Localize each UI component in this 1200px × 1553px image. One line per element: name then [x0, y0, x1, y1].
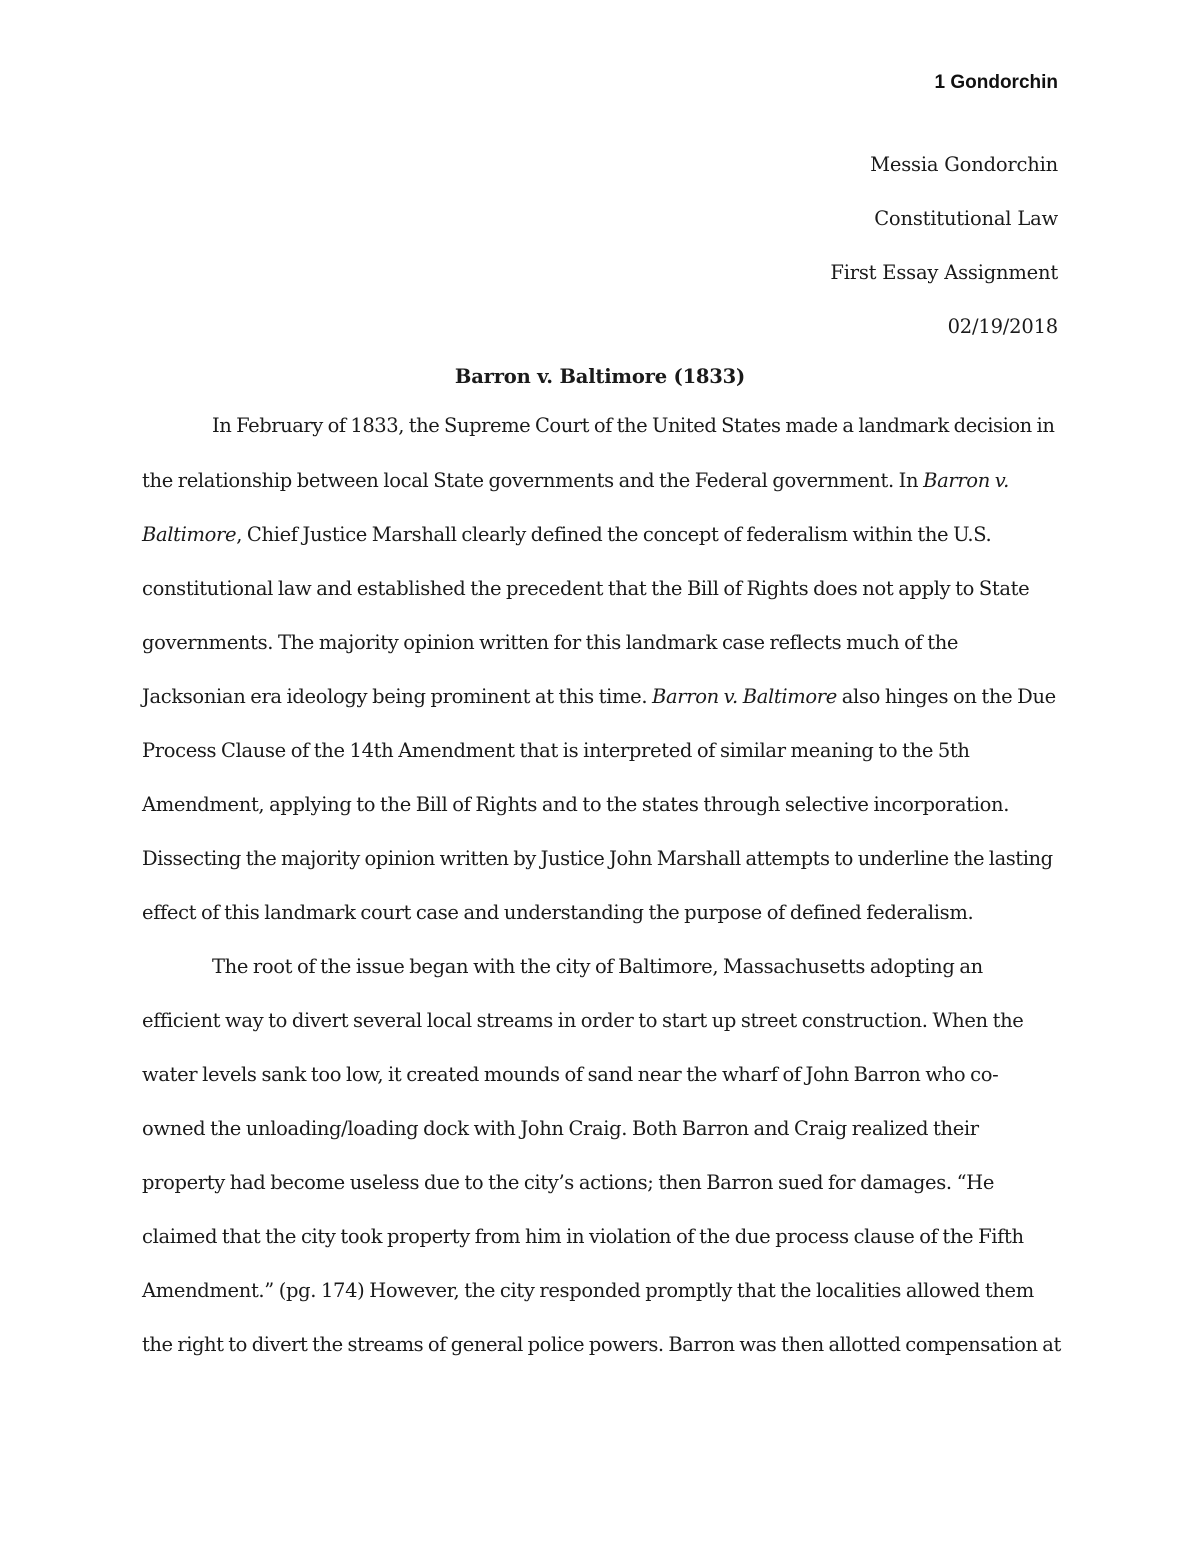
body-line — [142, 454, 1060, 508]
case-name-italic: Barron v. Baltimore — [652, 685, 837, 708]
body-line: the right to divert the streams of general police powers. Barron was then allotted compensation at — [142, 1333, 1061, 1356]
body-line: water levels sank too low, it created mounds of sand near the wharf of John Barron who co- — [142, 1063, 999, 1086]
text-segment: also hinges on the Due — [836, 685, 1056, 708]
case-name-italic: Baltimore — [142, 523, 237, 546]
assignment-name: First Essay Assignment — [830, 261, 1058, 284]
text-segment: Jacksonian era ideology being prominent at this time. — [142, 685, 653, 708]
text-segment: , Chief Justice Marshall clearly defined the concept of federalism within the U.S. — [236, 523, 992, 546]
body-line: governments. The majority opinion written for this landmark case reflects much of the — [142, 631, 959, 654]
body-line: Amendment.” (pg. 174) However, the city responded promptly that the localities allowed them — [142, 1279, 1034, 1302]
body-line: Dissecting the majority opinion written by Justice John Marshall attempts to underline the lasting — [142, 847, 1053, 870]
essay-date: 02/19/2018 — [947, 315, 1058, 338]
body-line: property had become useless due to the city’s actions; then Barron sued for damages. “He — [142, 1171, 995, 1194]
body-line: constitutional law and established the precedent that the Bill of Rights does not apply to State — [142, 577, 1030, 600]
case-name-italic: Barron v. — [923, 469, 1009, 492]
text-segment: the relationship between local State governments and the Federal government. In — [142, 469, 924, 492]
body-line — [142, 508, 1060, 562]
essay-heading — [830, 138, 1058, 354]
body-line: The root of the issue began with the city of Baltimore, Massachusetts adopting an — [212, 955, 983, 978]
body-line: claimed that the city took property from him in violation of the due process clause of the Fifth — [142, 1225, 1024, 1248]
running-head: 1 Gondorchin — [934, 72, 1058, 93]
author-name: Messia Gondorchin — [870, 153, 1058, 176]
body-line: In February of 1833, the Supreme Court of the United States made a landmark decision in — [212, 414, 1055, 437]
body-line: efficient way to divert several local streams in order to start up street construction. When the — [142, 1009, 1024, 1032]
body-line: owned the unloading/loading dock with John Craig. Both Barron and Craig realized their — [142, 1117, 979, 1140]
body-line: effect of this landmark court case and understanding the purpose of defined federalism. — [142, 901, 974, 924]
essay-title: Barron v. Baltimore (1833) — [454, 365, 746, 388]
body-line: Amendment, applying to the Bill of Rights and to the states through selective incorporation. — [142, 793, 1010, 816]
body-line: Process Clause of the 14th Amendment that is interpreted of similar meaning to the 5th — [142, 739, 970, 762]
body-line — [142, 670, 1060, 724]
course-name: Constitutional Law — [874, 207, 1058, 230]
